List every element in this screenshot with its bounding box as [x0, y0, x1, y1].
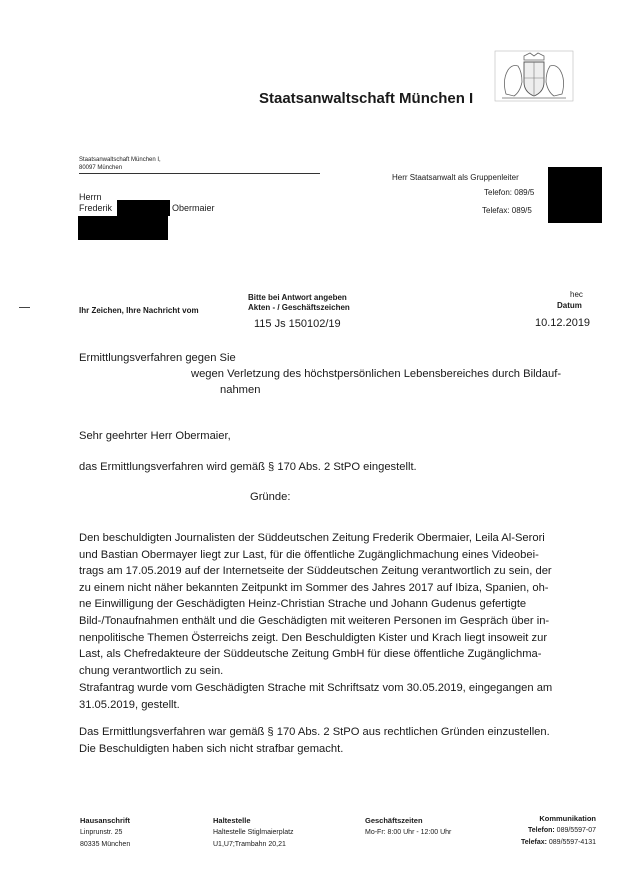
sender-line-2: 80097 München [79, 165, 123, 171]
sender-divider [79, 173, 320, 174]
paragraph-line: ne Einwilligung der Geschädigten Heinz-Christian Strache und Johann Gudenus gefertigte [79, 598, 527, 611]
footer-comm-fax-label: Telefax: [521, 839, 547, 846]
sender-line-1: Staatsanwaltschaft München I, [79, 157, 161, 163]
paragraph-line: nenpolitische Themen Österreichs zeigt. Den Beschuldigten Kister und Krach liegt insoweit zur [79, 631, 548, 644]
footer-address [80, 815, 130, 851]
initials: hec [570, 290, 583, 299]
paragraph-line: chung verantwortlich zu sein. [79, 664, 224, 677]
footer-comm-phone-label: Telefon: [528, 827, 555, 834]
redaction-contact [548, 167, 602, 223]
decision: das Ermittlungsverfahren wird gemäß § 170 Abs. 2 StPO eingestellt. [79, 461, 417, 473]
your-reference-label: Ihr Zeichen, Ihre Nachricht vom [79, 306, 199, 315]
paragraph-line: Last, als Chefredakteure der Süddeutsche Zeitung GmbH für diese öffentliche Zugänglichma- [79, 648, 542, 661]
footer-comm-phone: 089/5597-07 [556, 827, 596, 834]
subject-line-1: Ermittlungsverfahren gegen Sie [79, 352, 236, 364]
reply-label-2: Akten - / Geschäftszeichen [248, 303, 350, 312]
footer-stop-line: Haltestelle Stiglmaierplatz [213, 829, 294, 836]
footer-comm-fax: 089/5597-4131 [548, 839, 596, 846]
paragraph-line: Den beschuldigten Journalisten der Süddeutschen Zeitung Frederik Obermaier, Leila Al-Serori [79, 532, 545, 544]
greeting: Sehr geehrter Herr Obermaier, [79, 430, 231, 442]
file-number: 115 Js 150102/19 [254, 318, 341, 330]
reply-label-1: Bitte bei Antwort angeben [248, 293, 347, 302]
paragraph-line: Die Beschuldigten haben sich nicht strafbar gemacht. [79, 742, 344, 755]
subject-line-3: nahmen [220, 384, 261, 396]
footer-hours-title: Geschäftszeiten [365, 816, 423, 825]
footer-hours [365, 815, 451, 839]
reasons-paragraph-1 [79, 530, 584, 679]
date: 10.12.2019 [535, 317, 591, 329]
recipient-last-name: Obermaier [172, 203, 215, 213]
footer-comm-title: Kommunikation [539, 814, 596, 823]
contact-fax: Telefax: 089/5 [482, 206, 532, 215]
recipient-first-name: Frederik [79, 203, 113, 213]
footer-stop-title: Haltestelle [213, 816, 251, 825]
redaction-recipient-name [117, 200, 170, 216]
contact-role: Herr Staatsanwalt als Gruppenleiter [392, 173, 519, 182]
fold-mark [19, 307, 30, 308]
footer-communication [490, 813, 596, 849]
footer-comm-phone-row [490, 825, 596, 837]
subject-line-2: wegen Verletzung des höchstpersönlichen Lebensbereiches durch Bildauf- [191, 368, 562, 380]
footer-stop-line: U1,U7;Trambahn 20,21 [213, 841, 286, 848]
authority-title: Staatsanwaltschaft München I [259, 90, 474, 107]
paragraph-line: trags am 17.05.2019 auf der Internetseite der Süddeutschen Zeitung verantwortlich zu sein, der [79, 565, 552, 578]
paragraph-line: Das Ermittlungsverfahren war gemäß § 170 Abs. 2 StPO aus rechtlichen Gründen einzustellen. [79, 726, 550, 738]
footer-address-line: 80335 München [80, 841, 131, 848]
coat-of-arms-emblem [494, 50, 574, 102]
paragraph-line: und Bastian Obermayer liegt zur Last, für die öffentliche Zugänglichmachung eines Videobei- [79, 548, 539, 561]
footer-hours-line: Mo-Fr: 8:00 Uhr - 12:00 Uhr [365, 829, 452, 836]
paragraph-line: 31.05.2019, gestellt. [79, 698, 180, 711]
footer-address-title: Hausanschrift [80, 816, 131, 825]
contact-phone: Telefon: 089/5 [484, 188, 535, 197]
reasons-heading: Gründe: [250, 491, 291, 503]
footer-comm-fax-row [490, 837, 596, 849]
redaction-recipient-address [78, 216, 168, 240]
recipient-salutation: Herrn [79, 192, 102, 202]
paragraph-line: zu einem nicht näher bekannten Zeitpunkt im Sommer des Jahres 2017 auf Ibiza, Spanien, oh- [79, 581, 549, 594]
date-label: Datum [557, 301, 582, 310]
reasons-paragraph-3 [79, 724, 584, 757]
footer-address-line: Linprunstr. 25 [80, 829, 123, 836]
footer-stop [213, 815, 294, 851]
reasons-paragraph-2 [79, 680, 584, 713]
paragraph-line: Strafantrag wurde vom Geschädigten Strache mit Schriftsatz vom 30.05.2019, eingegangen am [79, 682, 553, 694]
paragraph-line: Bild-/Tonaufnahmen enthält und die Geschädigten mit weiteren Personen im Gespräch über in- [79, 614, 550, 627]
